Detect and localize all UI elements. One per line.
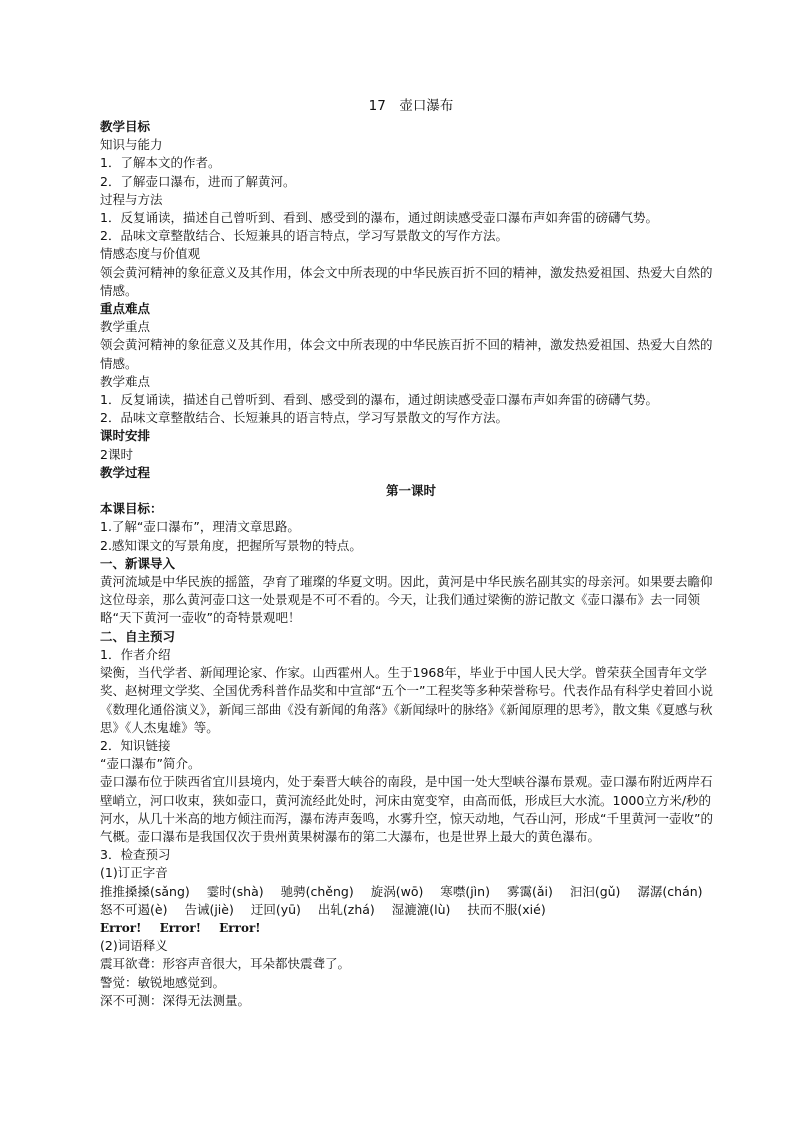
pron-item: 旋涡(wō) bbox=[370, 883, 424, 899]
pron-item: 告诫(jiè) bbox=[184, 901, 234, 917]
pron-item: 汩汩(gǔ) bbox=[569, 883, 621, 899]
schedule-heading: 课时安排 bbox=[100, 428, 151, 444]
lesson-heading: 第一课时 bbox=[385, 483, 436, 499]
attitude-text: 领会黄河精神的象征意义及其作用，体会文中所表现的中华民族百折不回的精神，激发热爱祖国、热爱大自然的情感。 bbox=[100, 264, 713, 298]
link-text: 壶口瀑布位于陕西省宜川县境内，处于秦晋大峡谷的南段，是中国一处大型峡谷瀑布景观。壶口瀑布附近两岸石壁峭立，河口收束，狭如壶口，黄河流经此处时，河床由宽变窄，由高而低，形成巨大水流。1000立方米/秒的河水，从几十米高的地方倾注而泻，瀑布涛声轰鸣，水雾升空，惊天动地，气吞山河，形成“千里黄河一壶收”的气概。壶口瀑布是我国仅次于贵州黄果树瀑布的第二大瀑布，也是世界上最大的黄色瀑布。 bbox=[100, 774, 713, 844]
error-text: Error! bbox=[159, 920, 201, 935]
error-row bbox=[100, 919, 722, 937]
knowledge-item: 1．了解本文的作者。 bbox=[100, 155, 221, 171]
author-heading: 1．作者介绍 bbox=[100, 646, 171, 662]
document-page bbox=[100, 96, 722, 1010]
pron-item: 出轧(zhá) bbox=[317, 901, 375, 917]
pron-row bbox=[100, 901, 722, 919]
pron-item: 扶而不服(xié) bbox=[467, 901, 546, 917]
knowledge-item: 2．了解壶口瀑布，进而了解黄河。 bbox=[100, 173, 296, 189]
pron-item: 怒不可遏(è) bbox=[100, 901, 168, 917]
pron-item: 雾霭(ǎi) bbox=[506, 883, 553, 899]
page-title: 17 壶口瀑布 bbox=[368, 98, 454, 114]
vocab-heading: (2)词语释义 bbox=[100, 938, 168, 954]
goals-heading: 教学目标 bbox=[100, 119, 151, 134]
check-heading: 3．检查预习 bbox=[100, 847, 171, 863]
vocab-item: 震耳欲聋：形容声音很大，耳朵都快震聋了。 bbox=[100, 956, 351, 972]
link-subheading: “壶口瀑布”简介。 bbox=[100, 756, 201, 772]
knowledge-heading: 知识与能力 bbox=[100, 137, 163, 153]
process-item: 2．品味文章整散结合、长短兼具的语言特点，学习写景散文的写作方法。 bbox=[100, 228, 508, 244]
keypoints-heading: 重点难点 bbox=[100, 301, 151, 317]
procedure-heading: 教学过程 bbox=[100, 464, 151, 480]
focus-heading: 教学重点 bbox=[100, 319, 151, 335]
pron-item: 寒噤(jìn) bbox=[440, 883, 490, 899]
lesson-goal: 1.了解“壶口瀑布”，理清文章思路。 bbox=[100, 519, 300, 535]
vocab-item: 深不可测：深得无法测量。 bbox=[100, 992, 251, 1008]
pron-item: 潺潺(chán) bbox=[637, 883, 703, 899]
focus-text: 领会黄河精神的象征意义及其作用，体会文中所表现的中华民族百折不回的精神，激发热爱祖国、热爱大自然的情感。 bbox=[100, 337, 713, 371]
lesson-goal: 2.感知课文的写景角度，把握所写景物的特点。 bbox=[100, 537, 362, 553]
difficulty-item: 1．反复诵读，描述自己曾听到、看到、感受到的瀑布，通过朗读感受壶口瀑布声如奔雷的磅礴气势。 bbox=[100, 392, 658, 408]
difficulty-item: 2．品味文章整散结合、长短兼具的语言特点，学习写景散文的写作方法。 bbox=[100, 410, 508, 426]
pron-item: 驰骋(chěng) bbox=[280, 883, 354, 899]
author-text: 梁衡，当代学者、新闻理论家、作家。山西霍州人。生于1968年，毕业于中国人民大学。曾荣获全国青年文学奖、赵树理文学奖、全国优秀科普作品奖和中宣部“五个一”工程奖等多种荣誉称号。代表作品有科学史着回小说《数理化通俗演义》，新闻三部曲《没有新闻的角落》《新闻绿叶的脉络》《新闻原理的思考》，散文集《夏感与秋思》《人杰鬼雄》等。 bbox=[100, 665, 713, 735]
schedule-text: 2课时 bbox=[100, 446, 133, 462]
pron-item: 湿漉漉(lù) bbox=[391, 901, 451, 917]
intro-heading: 一、新课导入 bbox=[100, 555, 176, 571]
pron-row bbox=[100, 883, 722, 901]
pron-item: 迂回(yū) bbox=[250, 901, 301, 917]
difficulty-heading: 教学难点 bbox=[100, 373, 151, 389]
error-text: Error! bbox=[219, 920, 261, 935]
intro-text: 黄河流域是中华民族的摇篮，孕育了璀璨的华夏文明。因此，黄河是中华民族名副其实的母亲河。如果要去瞻仰这位母亲，那么黄河壶口这一处景观是不可不看的。今天，让我们通过梁衡的游记散文《壶口瀑布》去一同领略“天下黄河一壶收”的奇特景观吧！ bbox=[100, 574, 713, 626]
preview-heading: 二、自主预习 bbox=[100, 628, 176, 644]
pron-item: 霎时(shà) bbox=[206, 883, 264, 899]
process-heading: 过程与方法 bbox=[100, 191, 163, 207]
error-text: Error! bbox=[100, 920, 142, 935]
lesson-goal-heading: 本课目标： bbox=[100, 501, 163, 517]
pron-item: 推推搡搡(sǎng) bbox=[100, 883, 190, 899]
vocab-item: 警觉：敏锐地感觉到。 bbox=[100, 974, 226, 990]
link-heading: 2．知识链接 bbox=[100, 737, 171, 753]
pron-heading: (1)订正字音 bbox=[100, 865, 168, 881]
process-item: 1．反复诵读，描述自己曾听到、看到、感受到的瀑布，通过朗读感受壶口瀑布声如奔雷的磅礴气势。 bbox=[100, 210, 658, 226]
attitude-heading: 情感态度与价值观 bbox=[100, 246, 201, 262]
